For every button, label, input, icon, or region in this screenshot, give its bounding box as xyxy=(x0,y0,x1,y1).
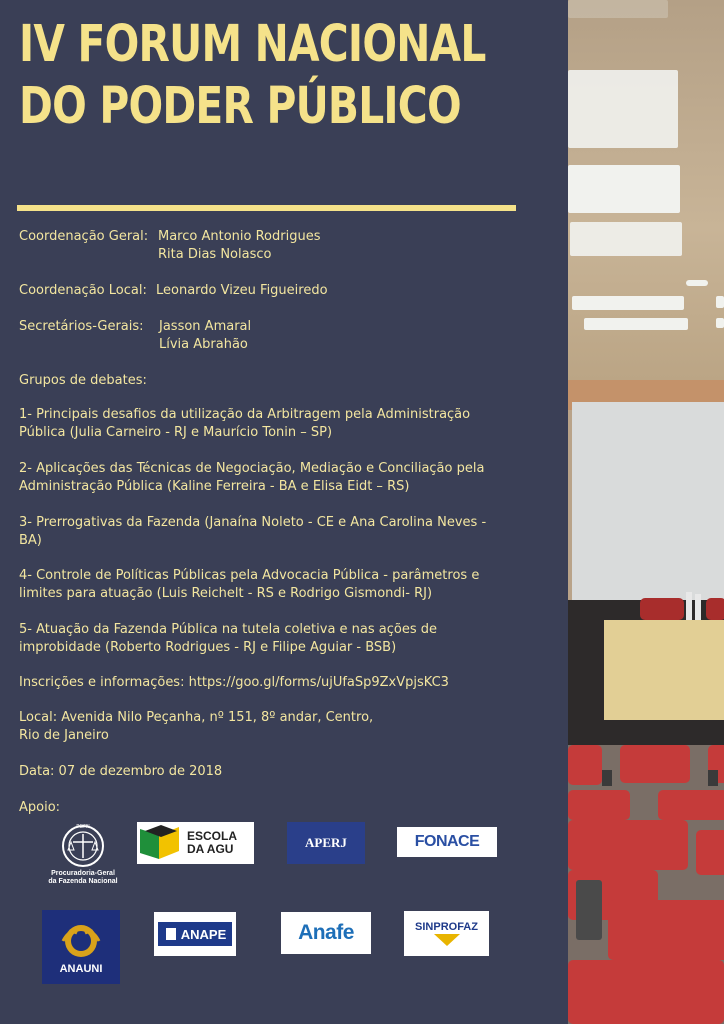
grupo-3-line-2: BA) xyxy=(19,533,42,548)
coordenacao-geral-name-1: Marco Antonio Rodrigues xyxy=(158,229,321,244)
fonace-logo xyxy=(397,827,497,857)
pgfn-caption-1: Procuradoria-Geral xyxy=(51,870,115,877)
title-line-2: DO PODER PÚBLICO xyxy=(19,77,461,136)
anape-logo xyxy=(154,912,236,956)
coordenacao-local-label: Coordenação Local: xyxy=(19,283,147,298)
local-line-1: Local: Avenida Nilo Peçanha, nº 151, 8º andar, Centro, xyxy=(19,710,374,725)
anape-emblem-icon xyxy=(164,926,178,942)
grupo-1-line-2: Pública (Julia Carneiro - RJ e Maurício Tonin – SP) xyxy=(19,425,333,440)
pgfn-seal-icon xyxy=(58,822,108,868)
apoio-label: Apoio: xyxy=(19,800,61,815)
anafe-logo xyxy=(281,912,371,954)
anafe-text: Anafe xyxy=(298,921,354,944)
page-title xyxy=(19,14,486,138)
secretarios-label: Secretários-Gerais: xyxy=(19,319,144,334)
anauni-text: ANAUNI xyxy=(59,963,103,975)
grupo-1-line-1: 1- Principais desafios da utilização da Arbitragem pela Administração xyxy=(19,407,471,422)
grupo-3-line-1: 3- Prerrogativas da Fazenda (Janaína Noleto - CE e Ana Carolina Neves - xyxy=(19,515,487,530)
aperj-logo xyxy=(287,822,365,864)
grupo-5-line-2: improbidade (Roberto Rodrigues - RJ e Filipe Aguiar - BSB) xyxy=(19,640,397,655)
secretario-name-2: Lívia Abrahão xyxy=(159,337,248,352)
coordenacao-geral-name-2: Rita Dias Nolasco xyxy=(158,247,272,262)
grupo-4-line-2: limites para atuação (Luis Reichelt - RS e Rodrigo Gismondi- RJ) xyxy=(19,586,433,601)
coordenacao-geral-label: Coordenação Geral: xyxy=(19,229,149,244)
fonace-text: FONACE xyxy=(414,833,480,850)
auditorium-photo xyxy=(568,0,724,1024)
aperj-text: APERJ xyxy=(305,835,347,850)
title-line-1: IV FORUM NACIONAL xyxy=(19,15,486,74)
pgfn-caption-2: da Fazenda Nacional xyxy=(48,878,118,885)
anauni-logo xyxy=(42,910,120,984)
anape-text: ANAPE xyxy=(180,926,227,942)
escola-agu-line-2: DA AGU xyxy=(187,842,234,856)
grupo-4-line-1: 4- Controle de Políticas Públicas pela Advocacia Pública - parâmetros e xyxy=(19,568,480,583)
title-divider xyxy=(17,205,516,211)
escola-agu-logo xyxy=(137,822,254,864)
sinprofaz-triangle-icon xyxy=(432,933,462,947)
grupo-2-line-1: 2- Aplicações das Técnicas de Negociação, Mediação e Conciliação pela xyxy=(19,461,485,476)
grupos-label: Grupos de debates: xyxy=(19,373,147,388)
grupo-2-line-2: Administração Pública (Kaline Ferreira - BA e Elisa Eidt – RS) xyxy=(19,479,410,494)
escola-agu-line-1: ESCOLA xyxy=(187,829,238,843)
anauni-seal-icon xyxy=(59,919,103,963)
book-icon xyxy=(137,823,183,863)
secretario-name-1: Jasson Amaral xyxy=(159,319,252,334)
inscricoes-link[interactable]: Inscrições e informações: https://goo.gl/forms/ujUfaSp9ZxVpjsKC3 xyxy=(19,675,449,690)
sinprofaz-text: SINPROFAZ xyxy=(415,920,478,933)
grupo-5-line-1: 5- Atuação da Fazenda Pública na tutela coletiva e nas ações de xyxy=(19,622,437,637)
local-line-2: Rio de Janeiro xyxy=(19,728,109,743)
pgfn-logo xyxy=(44,822,122,894)
data-evento: Data: 07 de dezembro de 2018 xyxy=(19,764,223,779)
coordenacao-local-name: Leonardo Vizeu Figueiredo xyxy=(156,283,328,298)
sinprofaz-logo xyxy=(404,911,489,956)
pgfn-seal-text: PGFN xyxy=(76,824,90,830)
